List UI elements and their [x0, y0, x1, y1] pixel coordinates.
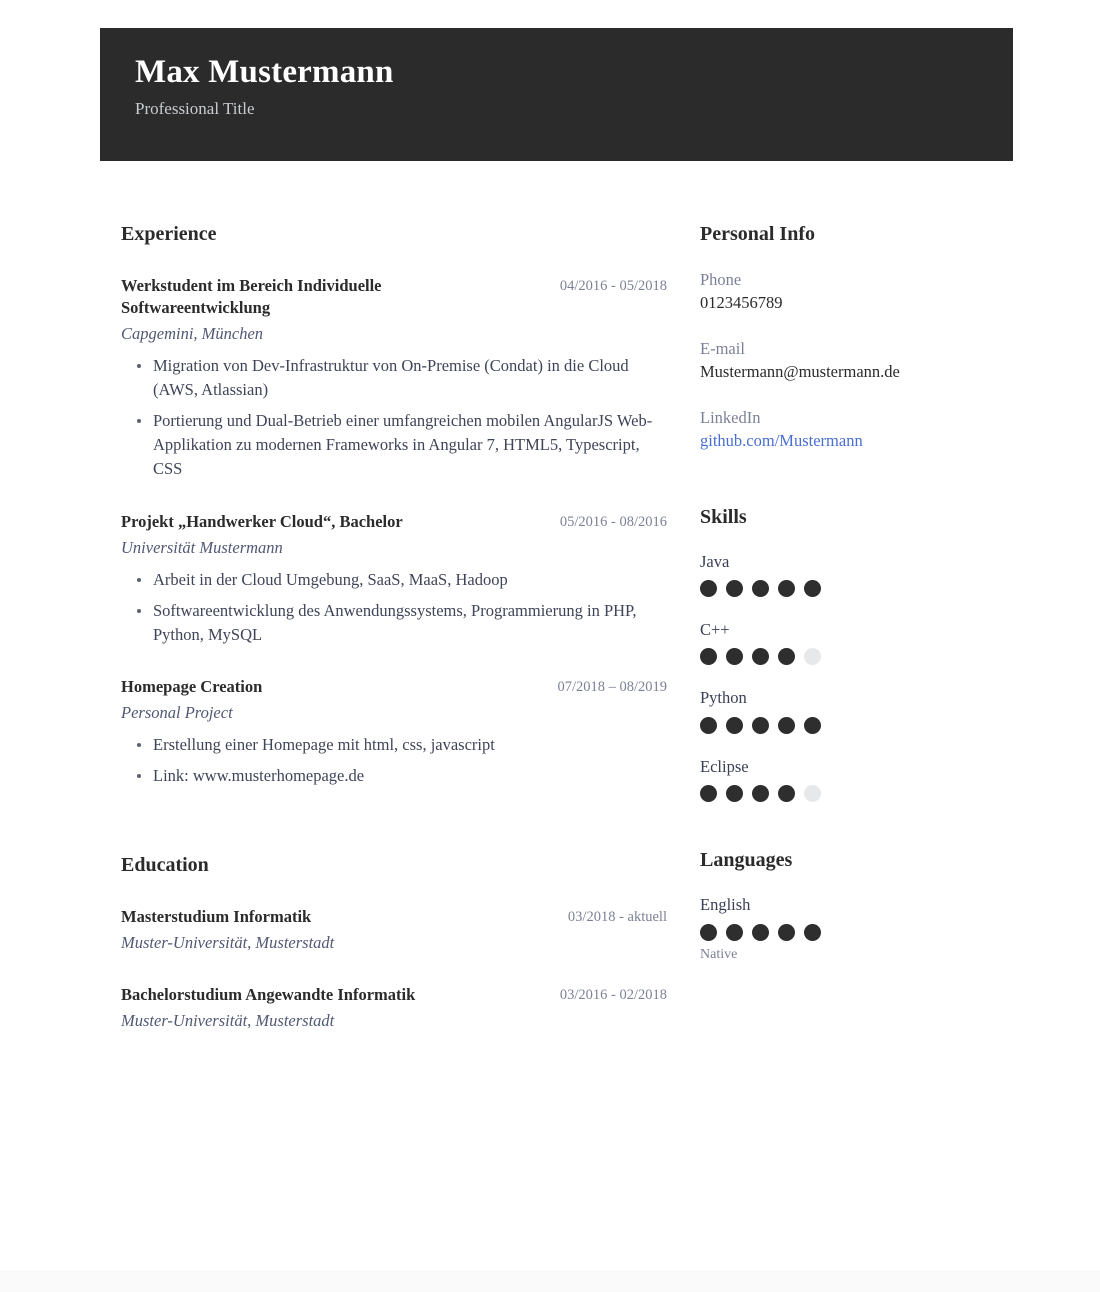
skill — [700, 756, 1000, 802]
education-entry-subtitle: Muster-Universität, Musterstadt — [121, 933, 335, 953]
skill-name: C++ — [700, 619, 730, 639]
language-name: English — [700, 895, 751, 915]
rating-dot — [752, 785, 769, 802]
education-entry-title: Masterstudium Informatik — [121, 906, 312, 926]
experience-entry-head — [121, 511, 667, 533]
bullet-item: Link: www.musterhomepage.de — [121, 764, 653, 788]
skill-name: Eclipse — [700, 756, 749, 776]
experience-entry — [121, 511, 667, 647]
page-bottom-edge — [0, 1270, 1100, 1292]
skill-rating — [700, 785, 1000, 802]
experience-entry — [121, 676, 667, 788]
personal-info-item — [700, 337, 1000, 384]
personal-info-label: Phone — [700, 270, 742, 289]
rating-dot — [726, 580, 743, 597]
experience-entry-bullets — [121, 733, 667, 788]
rating-dot — [726, 717, 743, 734]
personal-info-value: 0123456789 — [700, 293, 783, 313]
skill-rating — [700, 580, 1000, 597]
rating-dot — [700, 785, 717, 802]
resume-header — [100, 28, 1013, 161]
experience-entry-list — [121, 275, 667, 788]
skill-rating — [700, 648, 1000, 665]
education-entry-head — [121, 984, 667, 1006]
education-entry-title: Bachelorstudium Angewandte Informatik — [121, 985, 416, 1005]
rating-dot — [700, 924, 717, 941]
languages-heading: Languages — [700, 849, 793, 872]
education-heading: Education — [121, 853, 209, 876]
personal-info-value: Mustermann@mustermann.de — [700, 362, 900, 382]
education-entry — [121, 906, 667, 955]
section-spacer — [121, 795, 667, 853]
rating-dot — [778, 648, 795, 665]
bullet-item: Softwareentwicklung des Anwendungssystems, Programmierung in PHP, Python, MySQL — [121, 599, 653, 647]
languages-section — [700, 848, 1000, 964]
rating-dot — [804, 580, 821, 597]
personal-info-section — [700, 222, 1000, 453]
rating-dot — [752, 924, 769, 941]
education-entry-subtitle: Muster-Universität, Musterstadt — [121, 1011, 335, 1031]
skills-list — [700, 551, 1000, 803]
experience-entry-head — [121, 275, 667, 319]
skill-name: Java — [700, 551, 730, 571]
education-entry-date: 03/2018 - aktuell — [567, 908, 667, 925]
skill-rating — [700, 717, 1000, 734]
experience-section — [121, 222, 667, 788]
bullet-item: Migration von Dev-Infrastruktur von On-Premise (Condat) in die Cloud (AWS, Atlassian) — [121, 354, 653, 402]
education-section — [121, 853, 667, 1033]
rating-dot — [726, 785, 743, 802]
language-caption: Native — [700, 946, 738, 962]
rating-dot — [726, 924, 743, 941]
education-entry-date: 03/2016 - 02/2018 — [559, 987, 667, 1004]
experience-entry-date: 07/2018 – 08/2019 — [557, 678, 667, 695]
language — [700, 894, 1000, 964]
experience-entry-subtitle: Universität Mustermann — [121, 537, 283, 557]
experience-entry-bullets — [121, 354, 667, 481]
rating-dot — [752, 648, 769, 665]
rating-dot — [700, 648, 717, 665]
experience-entry-bullets — [121, 568, 667, 647]
experience-entry-title: Homepage Creation — [121, 676, 263, 696]
experience-entry-date: 05/2016 - 08/2016 — [559, 513, 667, 530]
candidate-professional-title: Professional Title — [135, 98, 255, 118]
skills-heading: Skills — [700, 505, 747, 528]
rating-dot — [752, 717, 769, 734]
rating-dot — [804, 717, 821, 734]
experience-entry-head — [121, 676, 667, 698]
experience-entry-title: Projekt „Handwerker Cloud“, Bachelor — [121, 511, 403, 531]
experience-entry — [121, 275, 667, 482]
personal-info-item — [700, 406, 1000, 453]
rating-dot — [752, 580, 769, 597]
personal-info-heading: Personal Info — [700, 223, 815, 245]
languages-list — [700, 894, 1000, 964]
education-entry — [121, 984, 667, 1033]
experience-entry-subtitle: Capgemini, München — [121, 324, 264, 344]
skill — [700, 687, 1000, 733]
skill — [700, 619, 1000, 665]
main-column — [121, 222, 667, 1033]
rating-dot — [726, 648, 743, 665]
experience-heading: Experience — [121, 223, 217, 245]
rating-dot — [804, 648, 821, 665]
bullet-item: Portierung und Dual-Betrieb einer umfangreichen mobilen AngularJS Web-Applikation zu modernen Frameworks in Angular 7, HTML5, Typescript, CSS — [121, 409, 653, 481]
rating-dot — [778, 717, 795, 734]
skill-name: Python — [700, 688, 747, 708]
bullet-item: Erstellung einer Homepage mit html, css, javascript — [121, 733, 653, 757]
rating-dot — [804, 924, 821, 941]
rating-dot — [804, 785, 821, 802]
skill — [700, 551, 1000, 597]
sidebar-spacer-languages — [700, 802, 1000, 848]
rating-dot — [778, 785, 795, 802]
personal-info-list — [700, 268, 1000, 453]
education-entry-head — [121, 906, 667, 928]
personal-info-link[interactable]: github.com/Mustermann — [700, 431, 863, 451]
bullet-item: Arbeit in der Cloud Umgebung, SaaS, MaaS, Hadoop — [121, 568, 653, 592]
rating-dot — [700, 580, 717, 597]
experience-entry-title: Werkstudent im Bereich Individuelle Softwareentwicklung — [121, 276, 382, 318]
sidebar-spacer-skills — [700, 453, 1000, 505]
rating-dot — [778, 580, 795, 597]
education-entry-list — [121, 906, 667, 1033]
personal-info-item — [700, 268, 1000, 315]
sidebar-column — [700, 222, 1000, 964]
personal-info-label: E-mail — [700, 338, 745, 358]
rating-dot — [700, 717, 717, 734]
personal-info-label: LinkedIn — [700, 407, 761, 427]
skills-section — [700, 505, 1000, 803]
experience-entry-date: 04/2016 - 05/2018 — [559, 278, 667, 294]
experience-entry-subtitle: Personal Project — [121, 702, 233, 722]
rating-dot — [778, 924, 795, 941]
candidate-name: Max Mustermann — [135, 54, 394, 90]
language-rating — [700, 924, 1000, 941]
